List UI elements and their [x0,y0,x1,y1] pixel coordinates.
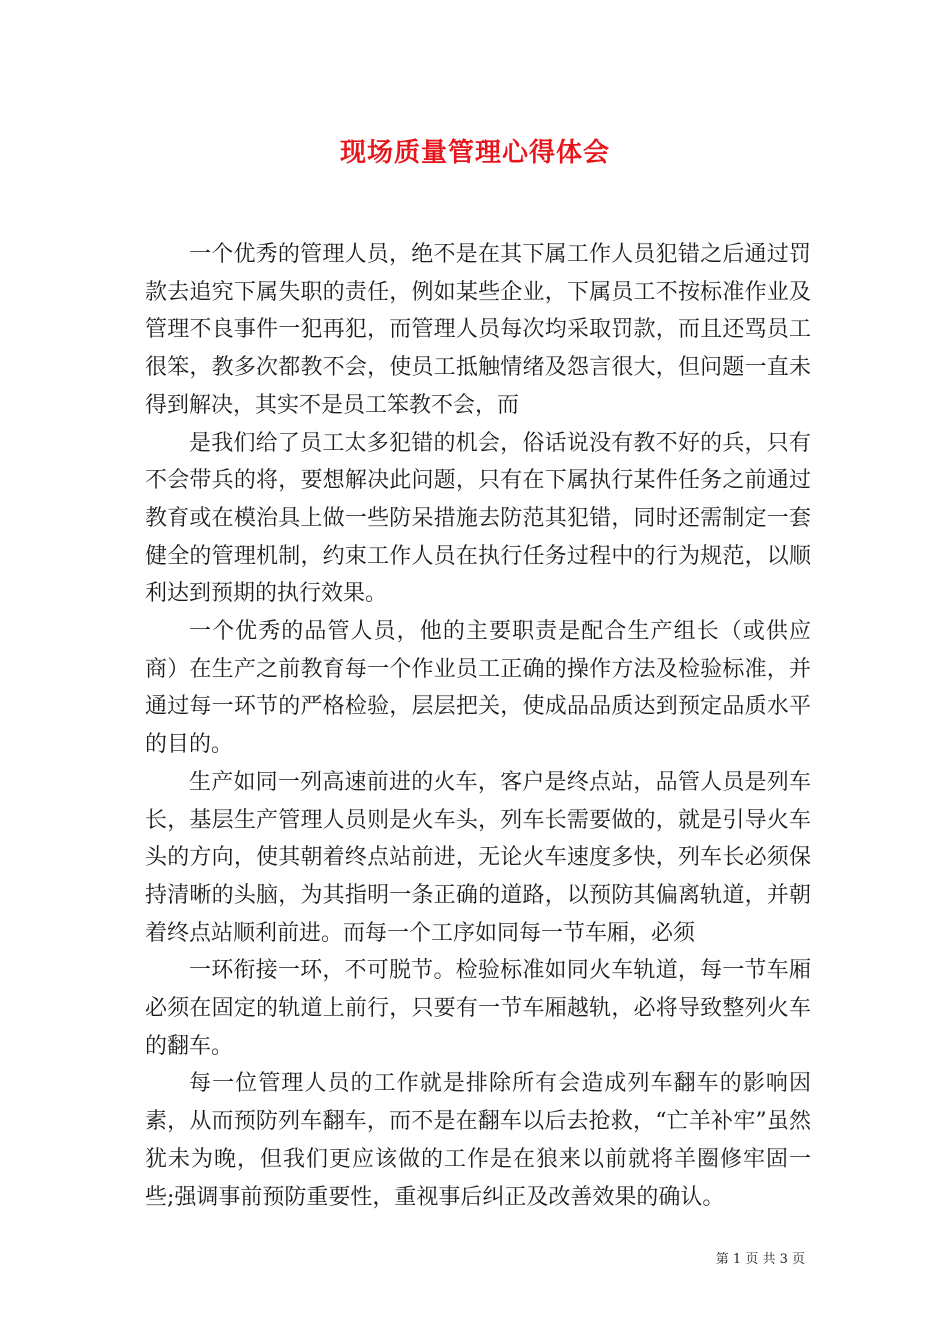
paragraph-5: 一环衔接一环，不可脱节。检验标准如同火车轨道，每一节车厢必须在固定的轨道上前行，只要有一节车厢越轨，必将导致整列火车的翻车。 [145,958,811,1059]
page-title: 现场质量管理心得体会 [339,138,610,168]
page-number-footer: 第 1 页 共 3 页 [715,1252,805,1267]
document-body [145,236,811,1216]
paragraph-4: 生产如同一列高速前进的火车，客户是终点站，品管人员是列车长，基层生产管理人员则是火车头，列车长需要做的，就是引导火车头的方向，使其朝着终点站前进，无论火车速度多快，列车长必须保持清晰的头脑，为其指明一条正确的道路，以预防其偏离轨道，并朝着终点站顺利前进。而每一个工序如同每一节车厢，必须 [145,769,811,946]
paragraph-3: 一个优秀的品管人员，他的主要职责是配合生产组长（或供应商）在生产之前教育每一个作业员工正确的操作方法及检验标准，并通过每一环节的严格检验，层层把关，使成品品质达到预定品质水平的目的。 [145,619,811,758]
paragraph-1: 一个优秀的管理人员，绝不是在其下属工作人员犯错之后通过罚款去追究下属失职的责任，例如某些企业，下属员工不按标准作业及管理不良事件一犯再犯，而管理人员每次均采取罚款，而且还骂员工很笨，教多次都教不会，使员工抵触情绪及怨言很大，但问题一直未得到解决，其实不是员工笨教不会，而 [145,242,811,418]
paragraph-6: 每一位管理人员的工作就是排除所有会造成列车翻车的影响因素，从而预防列车翻车，而不是在翻车以后去抢救，“亡羊补牢”虽然犹未为晚，但我们更应该做的工作是在狼来以前就将羊圈修牢固一些;强调事前预防重要性，重视事后纠正及改善效果的确认。 [145,1071,811,1210]
paragraph-2: 是我们给了员工太多犯错的机会，俗话说没有教不好的兵，只有不会带兵的将，要想解决此问题，只有在下属执行某件任务之前通过教育或在模治具上做一些防呆措施去防范其犯错，同时还需制定一套健全的管理机制，约束工作人员在执行任务过程中的行为规范，以顺利达到预期的执行效果。 [145,430,811,607]
